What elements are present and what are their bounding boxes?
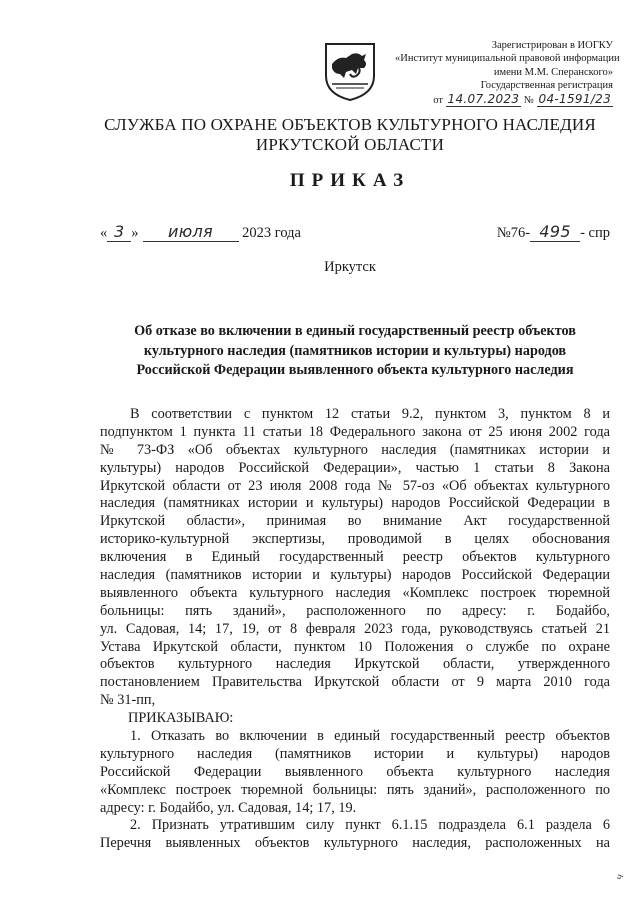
irkutsk-coat-of-arms-icon bbox=[322, 40, 378, 102]
body-line: № 73-ФЗ «Об объектах культурного наследия (памятниках истории и bbox=[100, 441, 610, 458]
body-line: ул. Садовая, 14; 17, 19, от 8 февраля 2023 года, руководствуясь статьей 21 bbox=[100, 620, 610, 637]
subject-line: Об отказе во включении в единый государственный реестр объектов bbox=[134, 323, 576, 339]
item-1-line: культурного наследия (памятников истории и культуры) народов bbox=[100, 745, 610, 762]
registration-line: имени М.М. Сперанского» bbox=[493, 66, 613, 78]
body-line: объектов культурного наследия Иркутской области, утвержденного bbox=[100, 656, 610, 673]
order-word: ПРИКАЗЫВАЮ: bbox=[128, 710, 234, 727]
body-line: В соответствии с пунктом 12 статьи 9.2, пунктом 3, пунктом 8 и bbox=[130, 406, 610, 422]
document-body bbox=[100, 406, 610, 853]
body-line: выявленного объекта культурного наследия «Комплекс построек тюремной bbox=[100, 584, 610, 601]
body-line: Иркутской области от 23 июля 2008 года № 57-оз «Об объектах культурного bbox=[100, 477, 610, 494]
registration-number: 04-1591/23 bbox=[538, 92, 611, 107]
body-line: № 31-пп, bbox=[100, 692, 156, 709]
item-2-line: Перечня выявленных объектов культурного наследия, расположенных на bbox=[100, 835, 610, 852]
body-line: наследия (памятниках истории и культуры) народов Российской Федерации в bbox=[100, 495, 610, 512]
document-subject bbox=[100, 322, 610, 381]
item-1-line: Российской Федерации выявленного объекта культурного наследия bbox=[100, 763, 610, 780]
date-quote-close: » bbox=[131, 225, 139, 241]
document-title: ПРИКАЗ bbox=[289, 170, 411, 191]
date-month: июля bbox=[143, 222, 239, 242]
registration-stamp bbox=[395, 39, 620, 107]
body-line: культуры) народов Российской Федерации», частью 1 статьи 8 Закона bbox=[100, 459, 610, 476]
document-number-suffix: - спр bbox=[580, 225, 610, 241]
registration-from-prefix: от bbox=[433, 95, 443, 107]
registration-line: Государственная регистрация bbox=[480, 79, 613, 91]
document-number-value: 495 bbox=[530, 222, 580, 242]
item-2-line: 2. Признать утратившим силу пункт 6.1.15 подраздела 6.1 раздела 6 bbox=[130, 817, 610, 834]
date-number-row bbox=[100, 222, 610, 246]
body-line: Иркутской области», принимая во внимание Акт государственной bbox=[100, 513, 610, 530]
agency-name-line: ИРКУТСКОЙ ОБЛАСТИ bbox=[255, 135, 445, 154]
document-number bbox=[497, 222, 610, 242]
registration-number-line bbox=[395, 93, 613, 107]
agency-name-line: СЛУЖБА ПО ОХРАНЕ ОБЪЕКТОВ КУЛЬТУРНОГО НАСЛЕДИЯ bbox=[104, 115, 596, 134]
registration-date: 14.07.2023 bbox=[447, 92, 520, 107]
subject-line: культурного наследия (памятников истории и культуры) народов bbox=[143, 342, 567, 359]
body-line: включения в Единый государственный реестр объектов культурного bbox=[100, 549, 610, 566]
body-line: больницы: пять зданий», расположенного по адресу: г. Бодайбо, bbox=[100, 602, 610, 619]
body-line: подпунктом 1 пункта 11 статьи 18 Федерального закона от 25 июня 2002 года bbox=[100, 423, 610, 440]
subject-line: Российской Федерации выявленного объекта культурного наследия bbox=[136, 362, 574, 378]
body-line: историко-культурной экспертизы, проводимой в целях обоснования bbox=[100, 531, 610, 548]
corner-handwritten-mark: ч bbox=[613, 872, 627, 882]
agency-name bbox=[100, 115, 600, 155]
date-quote-open: « bbox=[100, 225, 108, 241]
city: Иркутск bbox=[324, 259, 376, 275]
registration-line: «Институт муниципальной правовой информации bbox=[395, 53, 620, 65]
registration-line: Зарегистрирован в ИОГКУ bbox=[491, 40, 613, 51]
item-1-line: «Комплекс построек тюремной больницы: пять зданий», расположенного по bbox=[100, 781, 610, 798]
date-year: 2023 года bbox=[242, 225, 301, 241]
registration-number-prefix: № bbox=[523, 95, 534, 107]
document-number-prefix: №76- bbox=[496, 225, 531, 241]
item-1-line: 1. Отказать во включении в единый государственный реестр объектов bbox=[130, 728, 610, 745]
body-line: наследия (памятников истории и культуры) народов Российской Федерации bbox=[100, 567, 610, 584]
date-day: 3 bbox=[107, 222, 131, 242]
document-date bbox=[100, 222, 301, 242]
item-1-line: адресу: г. Бодайбо, ул. Садовая, 14; 17, 19. bbox=[100, 799, 357, 816]
body-line: постановлением Правительства Иркутской области от 9 марта 2010 года bbox=[100, 674, 610, 691]
body-line: Устава Иркутской области, пунктом 10 Положения о службе по охране bbox=[100, 638, 610, 655]
